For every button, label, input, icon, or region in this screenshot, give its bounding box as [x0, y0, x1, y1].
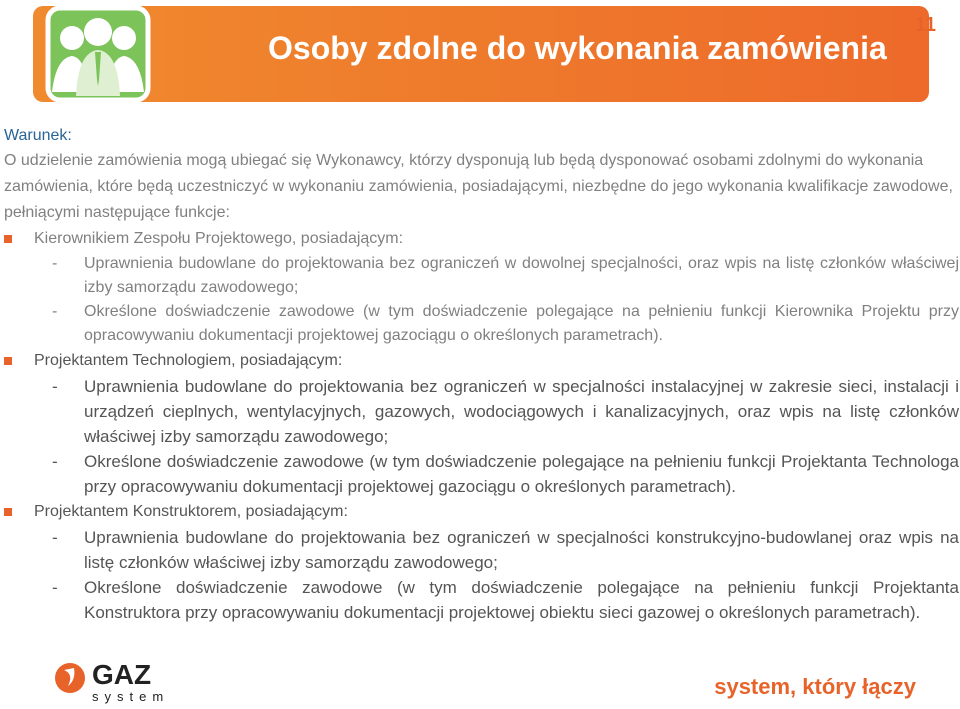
- logo-subtext: system: [92, 689, 170, 704]
- bullet-icon: [4, 508, 12, 516]
- section-kierownik: [4, 226, 959, 348]
- warunek-label: Warunek:: [4, 127, 72, 144]
- bullet-icon: [4, 357, 12, 365]
- section-konstruktor: [4, 499, 959, 625]
- slide-body: [4, 126, 959, 625]
- page-number: 11: [914, 14, 936, 36]
- list-item: - Uprawnienia budowlane do projektowania bez ograniczeń w dowolnej specjalności, oraz wpis na listę członków właściwej izby samorządu zawodowego;: [52, 255, 959, 296]
- tagline: system, który łączy: [714, 674, 916, 699]
- list-item: - Określone doświadczenie zawodowe (w tym doświadczenie polegające na pełnieniu funkcji Kierownika Projektu przy opracowywaniu dokumentacji projektowej gazociągu o określonych parametrach).: [52, 303, 959, 344]
- bullet-icon: [4, 235, 12, 243]
- logo-text: GAZ: [92, 659, 152, 690]
- people-group-icon: [42, 0, 158, 108]
- intro-paragraph: O udzielenie zamówienia mogą ubiegać się Wykonawcy, którzy dysponują lub będą dysponować osobami zdolnymi do wykonania zamówienia, które będą uczestniczyć w wykonaniu zamówienia, posiadającymi, niezbędne do jego wykonania kwalifikacje zawodowe, pełniącymi następujące funkcje:: [4, 152, 953, 221]
- section-heading: Kierownikiem Zespołu Projektowego, posiadającym:: [4, 226, 959, 252]
- list-item: - Uprawnienia budowlane do projektowania bez ograniczeń w specjalności instalacyjnej w zakresie sieci, instalacji i urządzeń cieplnych, wentylacyjnych, gazowych, wodociągowych i kanalizacyjnych, oraz wpis na listę członków właściwej izby samorządu zawodowego;: [52, 377, 959, 446]
- section-technolog: [4, 348, 959, 499]
- gaz-system-logo: [52, 656, 242, 704]
- list-item: - Uprawnienia budowlane do projektowania bez ograniczeń w specjalności konstrukcyjno-budowlanej oraz wpis na listę członków właściwej izby samorządu zawodowego;: [52, 528, 959, 572]
- list-item: - Określone doświadczenie zawodowe (w tym doświadczenie polegające na pełnieniu funkcji Projektanta Technologa przy opracowywaniu dokumentacji projektowej gazociągu o określonych parametrach).: [52, 452, 959, 496]
- list-item: - Określone doświadczenie zawodowe (w tym doświadczenie polegające na pełnieniu funkcji Projektanta Konstruktora przy opracowywaniu dokumentacji projektowej obiektu sieci gazowej o określonych parametrach).: [52, 578, 959, 622]
- page-title: Osoby zdolne do wykonania zamówienia: [268, 30, 887, 66]
- section-heading: Projektantem Konstruktorem, posiadającym:: [4, 499, 959, 525]
- section-heading: Projektantem Technologiem, posiadającym:: [4, 348, 959, 374]
